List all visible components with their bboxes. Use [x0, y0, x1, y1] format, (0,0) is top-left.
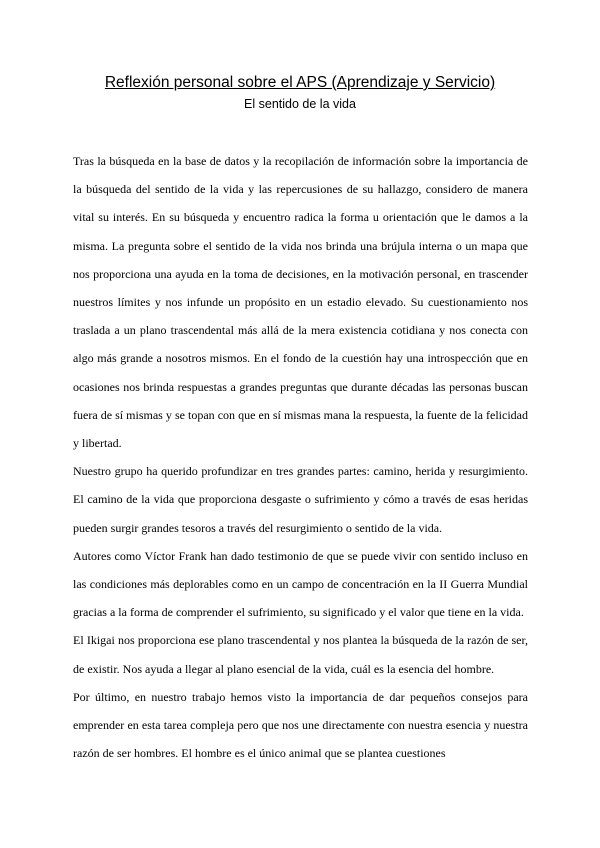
paragraph: Autores como Víctor Frank han dado testimonio de que se puede vivir con sentido incluso en las condiciones más deplorables como en un campo de concentración en la II Guerra Mundial gracias a la forma de comprender el sufrimiento, su significado y el valor que tiene en la vida. — [73, 548, 528, 620]
document-subtitle: El sentido de la vida — [244, 97, 356, 111]
paragraph: Nuestro grupo ha querido profundizar en tres grandes partes: camino, herida y resurgimiento. El camino de la vida que proporciona desgaste o sufrimiento y cómo a través de esas heridas pueden surgir grandes tesoros a través del resurgimiento o sentido de la vida. — [73, 464, 528, 535]
document-body — [73, 147, 528, 767]
paragraph: Por último, en nuestro trabajo hemos visto la importancia de dar pequeños consejos para emprender en esta tarea compleja pero que nos une directamente con nuestra esencia y nuestra razón de ser hombres. El hombre es el único animal que se plantea cuestiones — [73, 689, 528, 761]
paragraph: El Ikigai nos proporciona ese plano trascendental y nos plantea la búsqueda de la razón de ser, de existir. Nos ayuda a llegar al plano esencial de la vida, cuál es la esencia del hombre. — [73, 633, 528, 676]
document-title: Reflexión personal sobre el APS (Aprendizaje y Servicio) — [104, 74, 496, 91]
paragraph: Tras la búsqueda en la base de datos y la recopilación de información sobre la importancia de la búsqueda del sentido de la vida y las repercusiones de su hallazgo, considero de manera vital su interés. En su búsqueda y encuentro radica la forma u orientación que le damos a la misma. La pregunta sobre el sentido de la vida nos brinda una brújula interna o un mapa que nos proporciona una ayuda en la toma de decisiones, en la motivación personal, en trascender nuestros límites y nos infunde un propósito en un estadio elevado. Su cuestionamiento nos traslada a un plano trascendental más allá de la mera existencia cotidiana y nos conecta con algo más grande a nosotros mismos. En el fondo de la cuestión hay una introspección que en ocasiones nos brinda respuestas a grandes preguntas que durante décadas las personas buscan fuera de sí mismas y se topan con que en sí mismas mana la respuesta, la fuente de la felicidad y libertad. — [73, 154, 528, 451]
